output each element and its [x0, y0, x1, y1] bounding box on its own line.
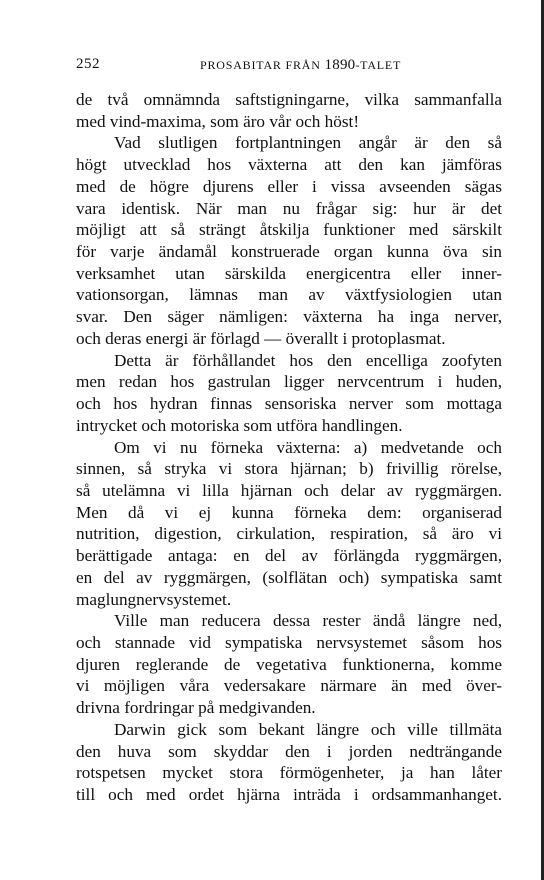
running-head	[200, 57, 401, 74]
text-line: den huva som skyddar den i jorden nedträngande	[76, 741, 502, 761]
body-text	[76, 89, 502, 806]
text-line: nutrition, digestion, cirkulation, respiration, så äro vi	[76, 524, 502, 544]
text-line: vationsorgan, lämnas man av växtfysiologien utan	[76, 285, 502, 305]
text-line: med de högre djurens eller i vissa avseenden sägas	[76, 176, 502, 196]
page-number: 252	[76, 56, 100, 72]
text-line: Detta är förhållandet hos den encelliga zoofyten	[114, 350, 502, 370]
text-line: för varje ändamål konstruerade organ kunna öva sin	[76, 242, 502, 262]
text-line: så utelämna vi lilla hjärnan och delar av ryggmärgen.	[76, 480, 502, 500]
text-line: och deras energi är förlagd — överallt i protoplasmat.	[76, 328, 446, 348]
running-head-prefix: PROSABITAR FRÅN	[200, 58, 325, 72]
text-line: intrycket och motoriska som utföra handlingen.	[76, 415, 403, 435]
text-line: möjligt att så strängt åtskilja funktioner med särskilt	[76, 220, 502, 240]
text-line: vara identisk. När man nu frågar sig: hur är det	[76, 198, 502, 218]
text-line: och stannade vid sympatiska nervsystemet såsom hos	[76, 632, 502, 652]
page-header	[76, 56, 502, 76]
text-line: drivna fordringar på medgivanden.	[76, 698, 316, 718]
text-line: verksamhet utan särskilda energicentra eller inner-	[76, 263, 502, 283]
text-line: Men då vi ej kunna förneka dem: organiserad	[76, 502, 502, 522]
text-line: berättigade antaga: en del av förlängda ryggmärgen,	[76, 546, 502, 566]
text-line: sinnen, så stryka vi stora hjärnan; b) frivillig rörelse,	[76, 459, 502, 479]
text-line: Darwin gick som bekant längre och ville tillmäta	[114, 719, 502, 739]
text-line: en del av ryggmärgen, (solflätan och) sympatiska samt	[76, 567, 502, 587]
text-line: och hos hydran finnas sensoriska nerver som mottaga	[76, 394, 502, 414]
text-line: Vad slutligen fortplantningen angår är den så	[114, 133, 502, 153]
text-line: vi möjligen våra vedersakare närmare än med över-	[76, 676, 502, 696]
text-line: med vind-maxima, som äro vår och höst!	[76, 111, 360, 131]
text-line: rotspetsen mycket stora förmögenheter, ja han låter	[76, 763, 502, 783]
text-line: svar. Den säger nämligen: växterna ha inga nerver,	[76, 307, 502, 327]
text-line: till och med ordet hjärna inträda i ordsammanhanget.	[76, 785, 502, 804]
text-line: de två omnämnda saftstigningarne, vilka sammanfalla	[76, 90, 502, 109]
running-head-year: 1890	[324, 57, 356, 73]
text-line: men redan hos gastrulan ligger nervcentrum i huden,	[76, 372, 502, 392]
text-line: Om vi nu förneka växterna: a) medvetande och	[114, 437, 502, 457]
text-line: djuren reglerande de vegetativa funktionerna, komme	[76, 654, 502, 674]
running-head-suffix: -TALET	[355, 58, 402, 72]
text-line: högt utvecklad hos växterna att den kan jämföras	[76, 155, 502, 175]
text-line: Ville man reducera dessa rester ändå längre ned,	[114, 611, 502, 631]
text-line: maglungnervsystemet.	[76, 589, 232, 609]
